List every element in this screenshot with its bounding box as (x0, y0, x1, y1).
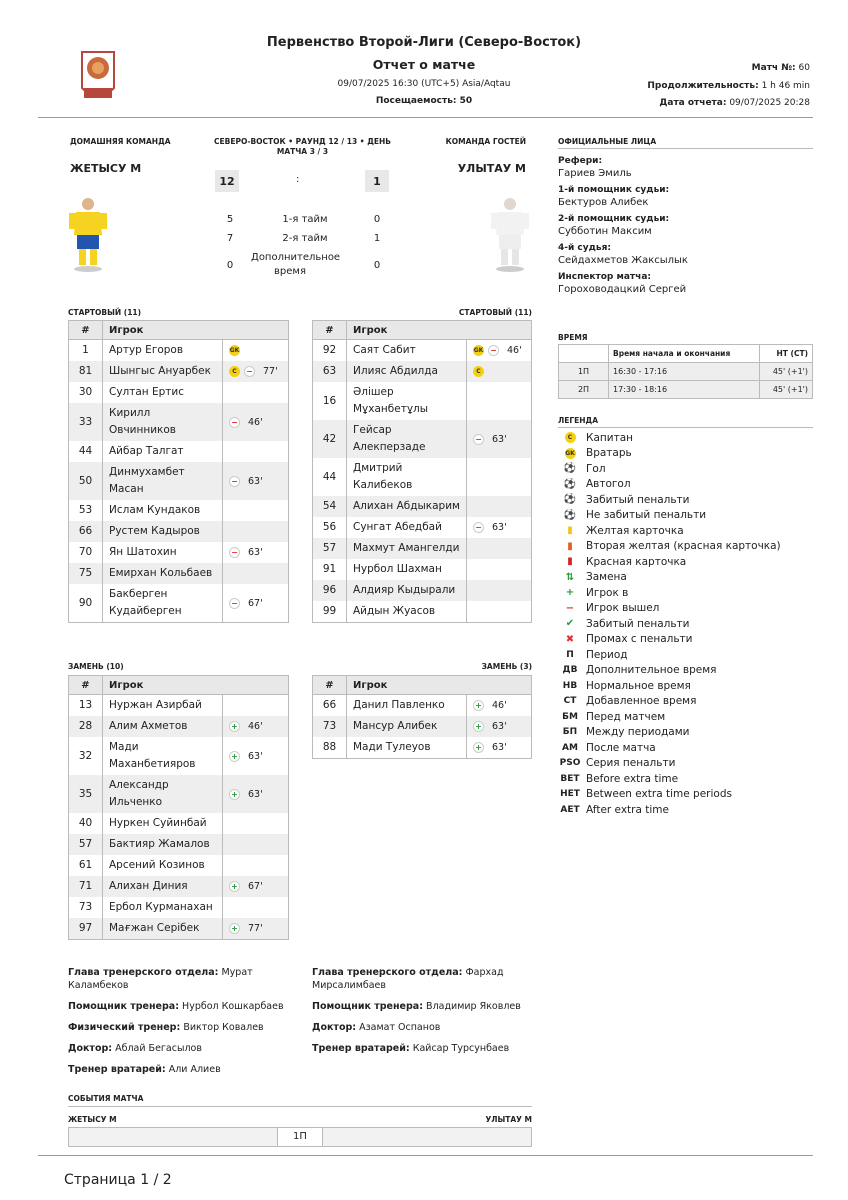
legend-symbol: ▮ (567, 525, 573, 537)
player-out-icon: − (473, 522, 484, 533)
legend-item: СТ Добавленное время (558, 694, 813, 710)
legend-symbol: СТ (563, 696, 577, 707)
goalkeeper-icon: GK (473, 347, 484, 354)
events-row (68, 1127, 532, 1147)
home-score: 12 (215, 170, 239, 192)
report-date: Дата отчета: 09/07/2025 20:28 (659, 98, 810, 108)
home-team-label: ДОМАШНЯЯ КОМАНДА (70, 137, 171, 146)
event-minute: 46' (507, 345, 522, 356)
page-number: Страница 1 / 2 (64, 1172, 172, 1188)
player-number: 33 (69, 403, 103, 441)
table-row (69, 695, 289, 717)
col-player: Игрок (347, 321, 532, 340)
legend-symbol: ⇅ (565, 571, 575, 583)
period-1-label: 1-я тайм (282, 214, 328, 225)
legend-symbol: ⚽ (563, 494, 577, 506)
player-name: Ян Шатохин (103, 542, 223, 563)
table-row (69, 441, 289, 462)
legend-item: HET Between extra time periods (558, 787, 813, 803)
time-title: ВРЕМЯ (558, 333, 588, 342)
legend-symbol: ✖ (565, 633, 575, 645)
legend-symbol: BET (560, 773, 580, 784)
player-name: Данил Павленко (347, 695, 467, 717)
legend-symbol: ⚽ (563, 509, 577, 521)
table-row (69, 737, 289, 775)
player-number: 70 (69, 542, 103, 563)
staff-entry: Доктор: Аблай Бегасылов (68, 1043, 202, 1054)
table-row (69, 897, 289, 918)
player-in-icon: + (229, 751, 240, 762)
event-minute: 63' (492, 721, 507, 732)
player-number: 63 (313, 361, 347, 382)
event-minute: 63' (492, 742, 507, 753)
player-in-icon: + (229, 881, 240, 892)
home-team-name: ЖЕТЫСУ М (70, 162, 142, 175)
player-name: Айбар Талгат (103, 441, 223, 462)
player-name: Саят Сабит (347, 340, 467, 362)
table-row (313, 340, 532, 362)
player-name: Нуркен Суйинбай (103, 813, 223, 834)
legend-item: GK Вратарь (558, 446, 813, 462)
player-number: 50 (69, 462, 103, 500)
legend-symbol: ✔ (565, 618, 575, 630)
captain-icon: C (229, 366, 240, 377)
legend-symbol: ▮ (567, 540, 573, 552)
player-number: 35 (69, 775, 103, 813)
player-number: 66 (69, 521, 103, 542)
player-name: Ислам Кундаков (103, 500, 223, 521)
official-entry: Рефери: Гариев Эмиль (558, 156, 632, 179)
legend-item: ▮ Вторая желтая (красная карточка) (558, 539, 813, 555)
table-row (69, 382, 289, 403)
legend-item: ▮ Красная карточка (558, 554, 813, 570)
player-number: 96 (313, 580, 347, 601)
player-name: Илияс Абдилда (347, 361, 467, 382)
player-name: Мади Маханбетияров (103, 737, 223, 775)
player-name: Сунгат Абедбай (347, 517, 467, 538)
player-number: 92 (313, 340, 347, 362)
table-row (69, 500, 289, 521)
legend-item: ✖ Промах с пенальти (558, 632, 813, 648)
staff-entry: Глава тренерского отдела: Фархад Мирсалимбаев (312, 967, 504, 991)
report-title: Первенство Второй-Лиги (Северо-Восток) (266, 35, 582, 50)
player-in-icon: + (473, 700, 484, 711)
staff-entry: Доктор: Азамат Оспанов (312, 1022, 441, 1033)
home-start-table (68, 320, 289, 623)
player-number: 44 (69, 441, 103, 462)
player-number: 57 (69, 834, 103, 855)
legend-list (558, 430, 813, 818)
staff-entry: Помощник тренера: Владимир Яковлев (312, 1001, 521, 1012)
player-name: Шынгыс Ануарбек (103, 361, 223, 382)
table-row (313, 496, 532, 517)
player-name: Алихан Диния (103, 876, 223, 897)
official-entry: Инспектор матча: Гороховодацкий Сергей (558, 272, 687, 295)
header-divider (38, 117, 813, 118)
table-row (69, 716, 289, 737)
player-name: Рустем Кадыров (103, 521, 223, 542)
match-datetime: 09/07/2025 16:30 (UTC+5) Asia/Aqtau (337, 79, 511, 89)
player-name: Нуржан Азирбай (103, 695, 223, 717)
legend-item: П Период (558, 647, 813, 663)
legend-symbol: БМ (562, 711, 578, 722)
legend-item: − Игрок вышел (558, 601, 813, 617)
table-row (69, 834, 289, 855)
captain-icon: C (473, 366, 484, 377)
player-name: Әлішер Мұханбетұлы (347, 382, 467, 420)
table-row (69, 876, 289, 897)
legend-symbol: PSO (559, 758, 581, 769)
match-number: Матч №: 60 (751, 63, 810, 73)
col-player: Игрок (103, 676, 289, 695)
player-number: 28 (69, 716, 103, 737)
legend-symbol: АМ (562, 742, 578, 753)
legend-symbol: ⚽ (563, 478, 577, 490)
player-name: Динмухамбет Масан (103, 462, 223, 500)
table-row (313, 559, 532, 580)
player-number: 56 (313, 517, 347, 538)
player-number: 97 (69, 918, 103, 940)
legend-item: НВ Нормальное время (558, 678, 813, 694)
time-table (558, 344, 813, 399)
period-2-away: 1 (373, 233, 381, 244)
home-start-label: СТАРТОВЫЙ (11) (68, 308, 142, 317)
event-minute: 77' (248, 923, 263, 934)
player-name: Бакберген Кудайберген (103, 584, 223, 623)
player-number: 90 (69, 584, 103, 623)
legend-item: ✔ Забитый пенальти (558, 616, 813, 632)
player-number: 73 (313, 716, 347, 737)
staff-entry: Тренер вратарей: Али Алиев (68, 1064, 221, 1075)
player-number: 66 (313, 695, 347, 717)
player-name: Гейсар Алекперзаде (347, 420, 467, 458)
table-row (313, 361, 532, 382)
period-1-away: 0 (373, 214, 381, 225)
home-subs-label: ЗАМЕНЬ (10) (68, 662, 124, 671)
extra-away: 0 (373, 260, 381, 271)
table-row (69, 813, 289, 834)
legend-symbol: AET (560, 804, 580, 815)
player-number: 71 (69, 876, 103, 897)
player-number: 1 (69, 340, 103, 362)
officials-divider (558, 148, 813, 149)
player-name: Алдияр Кыдырали (347, 580, 467, 601)
match-duration: Продолжительность: 1 h 46 min (647, 81, 810, 91)
player-number: 53 (69, 500, 103, 521)
events-period: 1П (277, 1128, 323, 1146)
player-out-icon: − (229, 476, 240, 487)
table-row (69, 918, 289, 940)
event-minute: 63' (248, 475, 263, 487)
away-score: 1 (365, 170, 389, 192)
table-row (69, 855, 289, 876)
time-row: 1П 16:30 - 17:16 45' (+1') (559, 363, 813, 381)
player-number: 99 (313, 601, 347, 623)
officials-title: ОФИЦИАЛЬНЫЕ ЛИЦА (558, 137, 657, 146)
event-minute: 63' (248, 750, 263, 762)
away-subs-table (312, 675, 532, 759)
time-col-ht: HT (CT) (760, 345, 813, 363)
player-number: 61 (69, 855, 103, 876)
player-in-icon: + (473, 721, 484, 732)
player-name: Артур Егоров (103, 340, 223, 362)
staff-entry: Тренер вратарей: Кайсар Турсунбаев (312, 1043, 510, 1054)
legend-item: ⚽ Автогол (558, 477, 813, 493)
table-row (69, 563, 289, 584)
event-minute: 63' (248, 547, 263, 558)
table-row (313, 716, 532, 737)
player-out-icon: − (473, 434, 484, 445)
player-name: Бактияр Жамалов (103, 834, 223, 855)
staff-entry: Помощник тренера: Нурбол Кошкарбаев (68, 1001, 284, 1012)
player-out-icon: − (488, 345, 499, 356)
player-number: 44 (313, 458, 347, 496)
legend-item: BET Before extra time (558, 771, 813, 787)
legend-item: ⇅ Замена (558, 570, 813, 586)
events-away-team: УЛЫТАУ М (485, 1115, 532, 1124)
player-name: Султан Ертис (103, 382, 223, 403)
player-number: 13 (69, 695, 103, 717)
table-row (69, 584, 289, 623)
official-entry: 4-й судья: Сейдахметов Жаксылык (558, 243, 688, 266)
legend-symbol: GK (565, 449, 575, 457)
extra-home: 0 (226, 260, 234, 271)
table-row (69, 361, 289, 382)
player-number: 16 (313, 382, 347, 420)
event-minute: 77' (263, 366, 278, 377)
legend-symbol: − (565, 602, 575, 614)
col-player: Игрок (347, 676, 532, 695)
table-row (313, 695, 532, 717)
player-in-icon: + (473, 742, 484, 753)
away-team-name: УЛЫТАУ М (457, 162, 526, 175)
event-minute: 46' (248, 416, 263, 428)
event-minute: 63' (492, 522, 507, 533)
player-number: 30 (69, 382, 103, 403)
table-row (313, 382, 532, 420)
away-subs-label: ЗАМЕНЬ (3) (481, 662, 532, 671)
player-number: 57 (313, 538, 347, 559)
report-subtitle: Отчет о матче (372, 57, 476, 72)
legend-item: AET After extra time (558, 802, 813, 818)
table-row (69, 521, 289, 542)
round-info: СЕВЕРО-ВОСТОК • РАУНД 12 / 13 • ДЕНЬ МАТЧА 3 / 3 (214, 137, 391, 156)
player-out-icon: − (229, 417, 240, 428)
legend-symbol: НВ (562, 680, 578, 691)
player-number: 42 (313, 420, 347, 458)
col-number: # (313, 676, 347, 695)
legend-item: АМ После матча (558, 740, 813, 756)
player-number: 88 (313, 737, 347, 759)
attendance: Посещаемость: 50 (375, 96, 473, 106)
player-name: Дмитрий Калибеков (347, 458, 467, 496)
player-name: Айдын Жуасов (347, 601, 467, 623)
table-row (69, 340, 289, 362)
table-row (313, 580, 532, 601)
legend-symbol: ДВ (562, 665, 578, 676)
col-number: # (69, 321, 103, 340)
events-divider (68, 1106, 532, 1107)
away-start-label: СТАРТОВЫЙ (11) (458, 308, 532, 317)
table-row (313, 601, 532, 623)
player-name: Махмут Амангелди (347, 538, 467, 559)
event-minute: 46' (248, 721, 263, 732)
legend-item: ⚽ Не забитый пенальти (558, 508, 813, 524)
legend-item: ⚽ Забитый пенальти (558, 492, 813, 508)
player-out-icon: − (244, 366, 255, 377)
events-home-team: ЖЕТЫСУ М (68, 1115, 117, 1124)
time-col-range: Время начала и окончания (609, 345, 760, 363)
event-minute: 46' (492, 700, 507, 711)
player-name: Мади Тулеуов (347, 737, 467, 759)
table-row (313, 538, 532, 559)
table-row (69, 403, 289, 441)
legend-symbol: ▮ (567, 556, 573, 568)
footer-divider (38, 1155, 813, 1156)
extra-label: Дополнительное время (251, 252, 341, 277)
player-number: 54 (313, 496, 347, 517)
table-row (313, 517, 532, 538)
legend-item: C Капитан (558, 430, 813, 446)
official-entry: 2-й помощник судьи: Субботин Максим (558, 214, 670, 237)
table-row (313, 420, 532, 458)
player-number: 32 (69, 737, 103, 775)
staff-entry: Глава тренерского отдела: Мурат Каламбеков (68, 967, 253, 991)
player-out-icon: − (229, 598, 240, 609)
officials-list (558, 156, 813, 301)
event-minute: 63' (248, 788, 263, 800)
away-start-table (312, 320, 532, 623)
away-kit-icon (490, 195, 530, 273)
away-team-label: КОМАНДА ГОСТЕЙ (445, 137, 526, 146)
player-name: Кирилл Овчинников (103, 403, 223, 441)
legend-item: + Игрок в (558, 585, 813, 601)
legend-item: ДВ Дополнительное время (558, 663, 813, 679)
legend-title: ЛЕГЕНДА (558, 416, 599, 425)
player-name: Алим Ахметов (103, 716, 223, 737)
legend-item: ▮ Желтая карточка (558, 523, 813, 539)
player-in-icon: + (229, 923, 240, 934)
time-row: 2П 17:30 - 18:16 45' (+1') (559, 381, 813, 399)
table-row (313, 737, 532, 759)
table-row (69, 775, 289, 813)
event-minute: 67' (248, 597, 263, 609)
legend-symbol: HET (560, 789, 580, 800)
legend-symbol: ⚽ (563, 463, 577, 475)
period-2-label: 2-я тайм (282, 233, 328, 244)
home-kit-icon (68, 195, 108, 273)
legend-item: БМ Перед матчем (558, 709, 813, 725)
event-minute: 63' (492, 433, 507, 445)
player-in-icon: + (229, 789, 240, 800)
player-name: Александр Ильченко (103, 775, 223, 813)
goalkeeper-icon: GK (229, 347, 240, 354)
player-number: 40 (69, 813, 103, 834)
away-staff (312, 966, 532, 1063)
player-name: Арсений Козинов (103, 855, 223, 876)
legend-item: PSO Серия пенальти (559, 757, 676, 770)
player-name: Ербол Курманахан (103, 897, 223, 918)
table-row (69, 462, 289, 500)
player-name: Мағжан Серібек (103, 918, 223, 940)
legend-divider (558, 427, 813, 428)
event-minute: 67' (248, 881, 263, 892)
score-separator: : (296, 174, 300, 185)
events-title: СОБЫТИЯ МАТЧА (68, 1094, 144, 1103)
official-entry: 1-й помощник судьи: Бектуров Алибек (558, 185, 670, 208)
player-number: 73 (69, 897, 103, 918)
table-row (313, 458, 532, 496)
period-2-home: 7 (226, 233, 234, 244)
col-player: Игрок (103, 321, 289, 340)
player-name: Мансур Алибек (347, 716, 467, 737)
legend-symbol: + (565, 587, 575, 599)
legend-symbol: C (558, 432, 582, 443)
legend-symbol: БП (562, 727, 578, 738)
legend-item: БП Между периодами (558, 725, 813, 741)
player-name: Нурбол Шахман (347, 559, 467, 580)
legend-item: ⚽ Гол (558, 461, 813, 477)
home-staff (68, 966, 298, 1084)
player-out-icon: − (229, 547, 240, 558)
player-number: 75 (69, 563, 103, 584)
player-name: Емирхан Кольбаев (103, 563, 223, 584)
home-subs-table (68, 675, 289, 940)
player-number: 81 (69, 361, 103, 382)
table-row (69, 542, 289, 563)
col-number: # (69, 676, 103, 695)
col-number: # (313, 321, 347, 340)
legend-symbol: П (566, 649, 574, 660)
period-1-home: 5 (226, 214, 234, 225)
player-number: 91 (313, 559, 347, 580)
staff-entry: Физический тренер: Виктор Ковалев (68, 1022, 264, 1033)
player-name: Алихан Абдыкарим (347, 496, 467, 517)
player-in-icon: + (229, 721, 240, 732)
